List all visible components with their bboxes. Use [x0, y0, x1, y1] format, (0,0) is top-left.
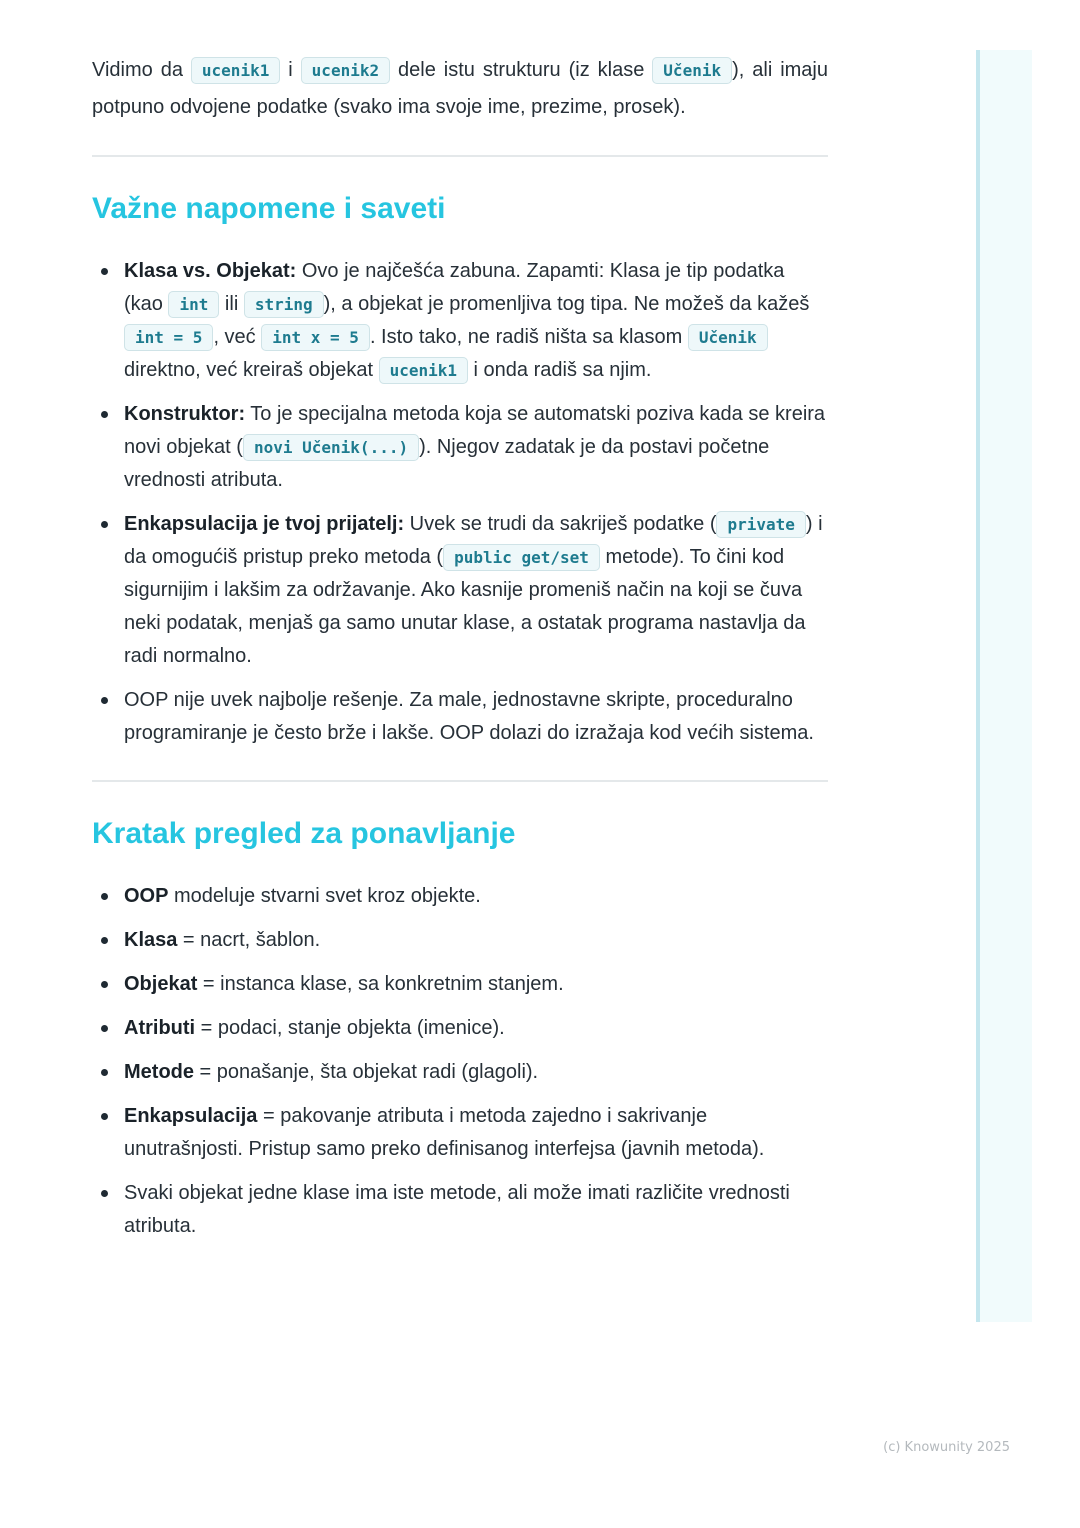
bold-term: Atributi: [124, 1017, 196, 1039]
list-item: [92, 508, 828, 673]
inline-code: ucenik1: [191, 57, 280, 84]
summary-list: [92, 880, 828, 1243]
item-text: ). Njegov zadatak je da postavi početne vrednosti atributa.: [124, 436, 770, 491]
item-text: , već: [213, 326, 262, 348]
item-text: Ovo je najčešća zabuna. Zapamti: Klasa je tip podatka (kao: [124, 260, 785, 315]
section-divider: [92, 780, 828, 782]
item-text: To je specijalna metoda koja se automatski poziva kada se kreira novi objekat (: [124, 403, 826, 458]
inline-code: int x = 5: [261, 324, 370, 351]
item-text: = instanca klase, sa konkretnim stanjem.: [197, 973, 564, 995]
item-text: = nacrt, šablon.: [177, 929, 321, 951]
list-item: [92, 968, 828, 1001]
section-divider: [92, 155, 828, 157]
list-item: [92, 1012, 828, 1045]
bold-term: Objekat: [124, 973, 198, 995]
item-text: metode). To čini kod sigurnijim i lakšim za održavanje. Ako kasnije promeniš način na koji se čuva neki podatak, menjaš ga samo unutar klase, a ostatak programa nastavlja da radi normalno.: [124, 546, 806, 667]
bold-term: Klasa vs. Objekat:: [124, 260, 297, 282]
list-item: [92, 880, 828, 913]
inline-code: novi Učenik(...): [243, 434, 419, 461]
item-text: Uvek se trudi da sakriješ podatke (: [404, 513, 717, 535]
item-text: modeluje stvarni svet kroz objekte.: [168, 885, 481, 907]
item-text: direktno, već kreiraš objekat: [124, 359, 379, 381]
intro-paragraph: [92, 52, 828, 125]
item-text: ili: [219, 293, 244, 315]
inline-code: int = 5: [124, 324, 213, 351]
inline-code: public get/set: [443, 544, 600, 571]
inline-code: ucenik2: [301, 57, 390, 84]
item-text: = ponašanje, šta objekat radi (glagoli).: [194, 1061, 539, 1083]
intro-text: Vidimo da: [92, 59, 191, 81]
list-item: [92, 255, 828, 387]
list-item: [92, 398, 828, 497]
inline-code: Učenik: [652, 57, 732, 84]
bold-term: OOP: [124, 885, 169, 907]
list-item: [92, 924, 828, 957]
item-text: = pakovanje atributa i metoda zajedno i sakrivanje unutrašnjosti. Pristup samo preko definisanog interfejsa (javnih metoda).: [124, 1105, 765, 1160]
intro-text: dele istu strukturu (iz klase: [390, 59, 653, 81]
section-heading-notes: Važne napomene i saveti: [92, 192, 446, 225]
bold-term: Enkapsulacija: [124, 1105, 258, 1127]
notes-list: [92, 255, 828, 750]
section-heading-summary: Kratak pregled za ponavljanje: [92, 817, 516, 850]
list-item: [92, 684, 828, 750]
inline-code: private: [716, 511, 805, 538]
item-text: OOP nije uvek najbolje rešenje. Za male, jednostavne skripte, proceduralno programiranje je često brže i lakše. OOP dolazi do izražaja kod većih sistema.: [124, 689, 814, 744]
inline-code: ucenik1: [379, 357, 468, 384]
intro-text: i: [280, 59, 301, 81]
inline-code: Učenik: [688, 324, 768, 351]
bold-term: Klasa: [124, 929, 178, 951]
bold-term: Enkapsulacija je tvoj prijatelj:: [124, 513, 405, 535]
copyright-footer: (c) Knowunity 2025: [883, 1440, 1010, 1455]
sidebar-panel: [976, 50, 1032, 1322]
list-item: [92, 1056, 828, 1089]
item-text: ) i da omogućiš pristup preko metoda (: [124, 513, 823, 568]
item-text: = podaci, stanje objekta (imenice).: [195, 1017, 505, 1039]
list-item: [92, 1100, 828, 1166]
bold-term: Konstruktor:: [124, 403, 246, 425]
item-text: Svaki objekat jedne klase ima iste metode, ali može imati različite vrednosti atributa.: [124, 1182, 790, 1237]
item-text: . Isto tako, ne radiš ništa sa klasom: [369, 326, 688, 348]
item-text: ), a objekat je promenljiva tog tipa. Ne možeš da kažeš: [323, 293, 810, 315]
bold-term: Metode: [124, 1061, 194, 1083]
inline-code: int: [168, 291, 219, 318]
item-text: i onda radiš sa njim.: [468, 359, 652, 381]
inline-code: string: [244, 291, 324, 318]
intro-text: ), ali imaju potpuno odvojene podatke (svako ima svoje ime, prezime, prosek).: [92, 59, 828, 118]
document-content: [92, 52, 828, 1254]
list-item: [92, 1177, 828, 1243]
